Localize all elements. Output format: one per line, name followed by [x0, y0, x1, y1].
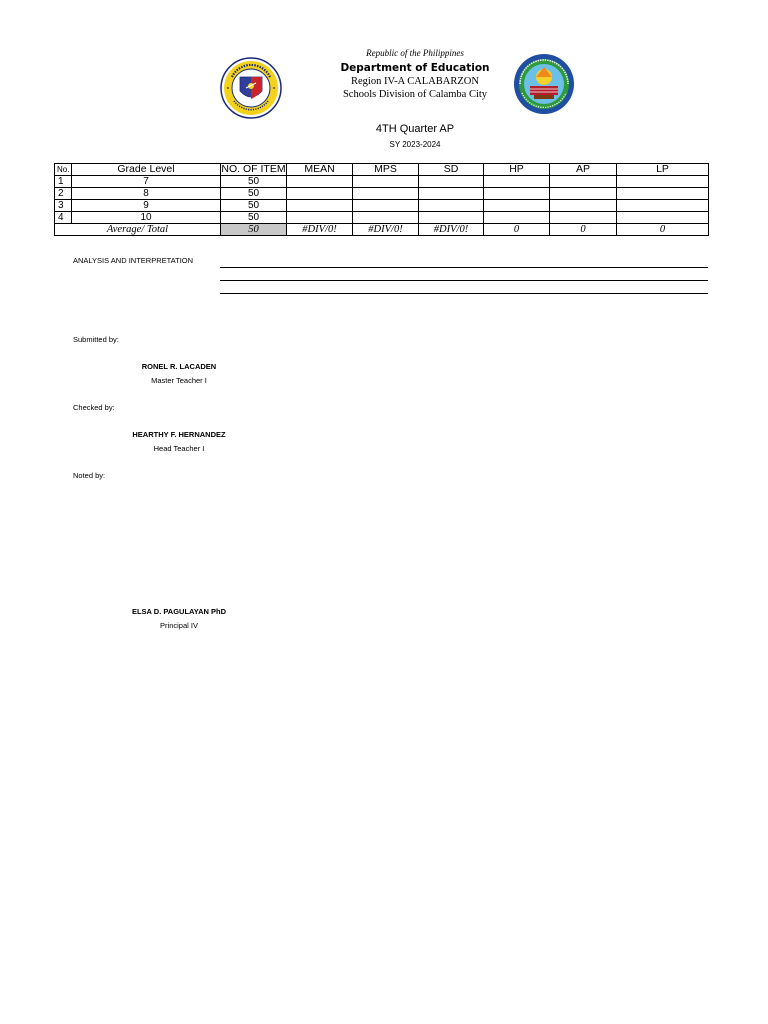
items-cell: 50	[221, 212, 287, 224]
checked-by-position: Head Teacher I	[153, 444, 205, 453]
column-header: SD	[419, 164, 484, 176]
grade-level-cell: 10	[72, 212, 221, 224]
table-header-row	[55, 164, 709, 176]
table-row	[55, 200, 709, 212]
school-year: SY 2023-2024	[389, 140, 441, 149]
summary-hp: 0	[484, 224, 550, 236]
mps-cell	[353, 212, 419, 224]
lp-cell	[617, 200, 709, 212]
department-label: Department of Education	[340, 62, 490, 74]
deped-seal-icon	[220, 57, 282, 119]
summary-mean: #DIV/0!	[287, 224, 353, 236]
column-header: NO. OF ITEM	[221, 163, 286, 175]
summary-sd: #DIV/0!	[419, 224, 484, 236]
hp-cell	[484, 212, 550, 224]
sd-cell	[419, 176, 484, 188]
hp-cell	[484, 188, 550, 200]
items-cell: 50	[221, 188, 287, 200]
checked-by-name: HEARTHY F. HERNANDEZ	[132, 430, 226, 439]
column-header: MEAN	[287, 164, 353, 176]
republic-label: Republic of the Philippines	[366, 48, 464, 58]
submitted-by-position: Master Teacher I	[151, 376, 207, 385]
row-number: 1	[55, 176, 72, 188]
lp-cell	[617, 176, 709, 188]
noted-by-label: Noted by:	[73, 471, 106, 480]
item-analysis-table	[54, 163, 709, 236]
summary-mps: #DIV/0!	[353, 224, 419, 236]
mps-cell	[353, 176, 419, 188]
analysis-line	[220, 267, 708, 268]
submitted-by-name: RONEL R. LACADEN	[141, 362, 217, 371]
lp-cell	[617, 212, 709, 224]
summary-label: Average/ Total	[55, 224, 221, 236]
mps-cell	[353, 200, 419, 212]
summary-ap: 0	[550, 224, 617, 236]
summary-lp: 0	[617, 224, 709, 236]
hp-cell	[484, 200, 550, 212]
sd-cell	[419, 188, 484, 200]
column-header: MPS	[353, 164, 419, 176]
grade-level-cell: 9	[72, 200, 221, 212]
table-row	[55, 176, 709, 188]
analysis-label: ANALYSIS AND INTERPRETATION	[73, 256, 194, 265]
mps-cell	[353, 188, 419, 200]
ap-cell	[550, 188, 617, 200]
mean-cell	[287, 200, 353, 212]
analysis-line	[220, 280, 708, 281]
noted-by-name: ELSA D. PAGULAYAN PhD	[131, 607, 227, 616]
table-row	[55, 212, 709, 224]
sd-cell	[419, 212, 484, 224]
noted-by-position: Principal IV	[160, 621, 198, 630]
column-header: HP	[484, 164, 550, 176]
submitted-by-label: Submitted by:	[73, 335, 119, 344]
row-number: 4	[55, 212, 72, 224]
lp-cell	[617, 188, 709, 200]
analysis-line	[220, 293, 708, 294]
grade-level-cell: 8	[72, 188, 221, 200]
mean-cell	[287, 212, 353, 224]
ap-cell	[550, 176, 617, 188]
mean-cell	[287, 188, 353, 200]
summary-items: 50	[221, 224, 287, 236]
row-number: 2	[55, 188, 72, 200]
region-label: Region IV-A CALABARZON	[351, 76, 479, 87]
table-row	[55, 188, 709, 200]
ap-cell	[550, 212, 617, 224]
mean-cell	[287, 176, 353, 188]
items-cell: 50	[221, 176, 287, 188]
hp-cell	[484, 176, 550, 188]
column-header: No.	[55, 164, 72, 176]
sd-cell	[419, 200, 484, 212]
column-header: AP	[550, 164, 617, 176]
report-title: 4TH Quarter AP	[375, 123, 455, 135]
items-cell: 50	[221, 200, 287, 212]
column-header: Grade Level	[72, 164, 221, 176]
grade-level-cell: 7	[72, 176, 221, 188]
ap-cell	[550, 200, 617, 212]
column-header: LP	[617, 164, 709, 176]
row-number: 3	[55, 200, 72, 212]
checked-by-label: Checked by:	[73, 403, 115, 412]
summary-row	[55, 224, 709, 236]
division-label: Schools Division of Calamba City	[342, 89, 488, 100]
